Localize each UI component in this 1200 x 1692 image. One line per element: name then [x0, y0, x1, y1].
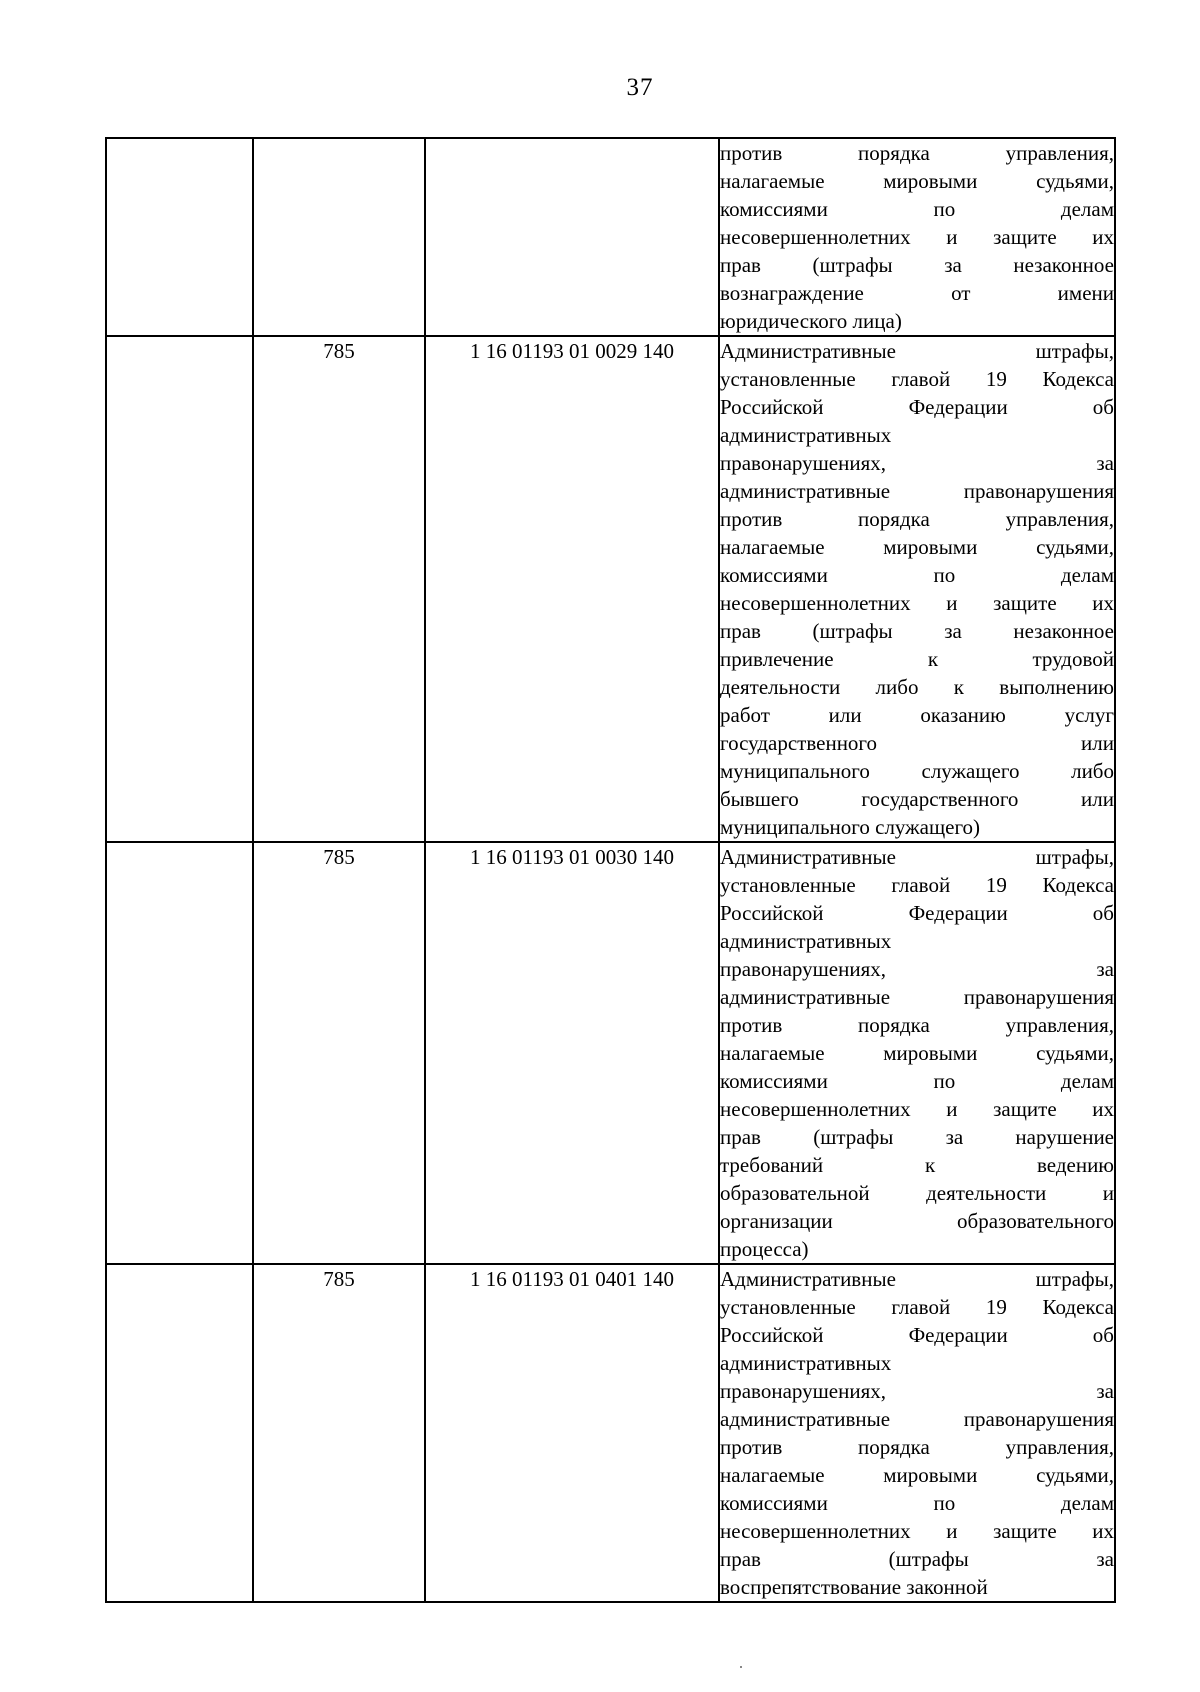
description-line: комиссиями по делам — [720, 197, 1114, 221]
table-row — [106, 842, 1115, 1264]
description-line: организации образовательного — [720, 1209, 1114, 1233]
description-line: несовершеннолетних и защите их — [720, 1097, 1114, 1121]
description-line: налагаемые мировыми судьями, — [720, 1041, 1114, 1065]
description-line: муниципального служащего) — [720, 815, 981, 839]
description-cell — [719, 842, 1115, 1264]
description-line: несовершеннолетних и защите их — [720, 1519, 1114, 1543]
description-line: Административные штрафы, — [720, 1267, 1114, 1291]
description-line: юридического лица) — [720, 309, 902, 333]
description-line: установленные главой 19 Кодекса — [720, 1295, 1114, 1319]
empty-cell — [106, 336, 253, 842]
description-line: административные правонарушения — [720, 1407, 1114, 1431]
description-line: процесса) — [720, 1237, 809, 1261]
description-line: установленные главой 19 Кодекса — [720, 367, 1114, 391]
description-line: административных — [720, 1351, 892, 1375]
description-line: Российской Федерации об — [720, 1323, 1114, 1347]
description-line: административных — [720, 929, 892, 953]
description-line: Административные штрафы, — [720, 339, 1114, 363]
description-line: несовершеннолетних и защите их — [720, 225, 1114, 249]
description-line: Российской Федерации об — [720, 395, 1114, 419]
kbk-code-cell — [425, 138, 719, 336]
kbk-code-cell: 1 16 01193 01 0401 140 — [425, 1264, 719, 1602]
admin-code-cell: 785 — [253, 336, 425, 842]
description-line: государственного или — [720, 731, 1114, 755]
description-line: налагаемые мировыми судьями, — [720, 1463, 1114, 1487]
description-line: против порядка управления, — [720, 141, 1114, 165]
empty-cell — [106, 842, 253, 1264]
description-line: работ или оказанию услуг — [720, 703, 1114, 727]
kbk-code-cell: 1 16 01193 01 0029 140 — [425, 336, 719, 842]
description-line: деятельности либо к выполнению — [720, 675, 1114, 699]
kbk-code-cell: 1 16 01193 01 0030 140 — [425, 842, 719, 1264]
description-line: правонарушениях, за — [720, 957, 1114, 981]
description-line: Административные штрафы, — [720, 845, 1114, 869]
description-line: привлечение к трудовой — [720, 647, 1114, 671]
description-line: правонарушениях, за — [720, 1379, 1114, 1403]
description-line: налагаемые мировыми судьями, — [720, 169, 1114, 193]
description-line: против порядка управления, — [720, 507, 1114, 531]
description-line: несовершеннолетних и защите их — [720, 591, 1114, 615]
description-cell — [719, 138, 1115, 336]
scan-speck — [740, 1666, 742, 1668]
description-line: Российской Федерации об — [720, 901, 1114, 925]
description-line: воспрепятствование законной — [720, 1575, 988, 1599]
description-line: против порядка управления, — [720, 1013, 1114, 1037]
table-row — [106, 138, 1115, 336]
description-line: комиссиями по делам — [720, 1069, 1114, 1093]
admin-code-cell: 785 — [253, 842, 425, 1264]
table-row — [106, 336, 1115, 842]
description-line: административные правонарушения — [720, 985, 1114, 1009]
description-line: административных — [720, 423, 892, 447]
description-line: установленные главой 19 Кодекса — [720, 873, 1114, 897]
table-body — [106, 138, 1115, 1602]
description-line: прав (штрафы за незаконное — [720, 619, 1114, 643]
description-line: образовательной деятельности и — [720, 1181, 1114, 1205]
description-line: требований к ведению — [720, 1153, 1114, 1177]
description-line: прав (штрафы за нарушение — [720, 1125, 1114, 1149]
description-cell — [719, 336, 1115, 842]
admin-code-cell: 785 — [253, 1264, 425, 1602]
description-line: правонарушениях, за — [720, 451, 1114, 475]
budget-code-table — [105, 137, 1116, 1603]
description-line: бывшего государственного или — [720, 787, 1114, 811]
description-line: комиссиями по делам — [720, 563, 1114, 587]
table-row — [106, 1264, 1115, 1602]
description-line: прав (штрафы за незаконное — [720, 253, 1114, 277]
admin-code-cell — [253, 138, 425, 336]
description-line: прав (штрафы за — [720, 1547, 1114, 1571]
empty-cell — [106, 1264, 253, 1602]
description-line: комиссиями по делам — [720, 1491, 1114, 1515]
description-line: муниципального служащего либо — [720, 759, 1114, 783]
description-line: налагаемые мировыми судьями, — [720, 535, 1114, 559]
page-number: 37 — [626, 74, 654, 101]
description-cell — [719, 1264, 1115, 1602]
empty-cell — [106, 138, 253, 336]
description-line: против порядка управления, — [720, 1435, 1114, 1459]
description-line: вознаграждение от имени — [720, 281, 1114, 305]
description-line: административные правонарушения — [720, 479, 1114, 503]
